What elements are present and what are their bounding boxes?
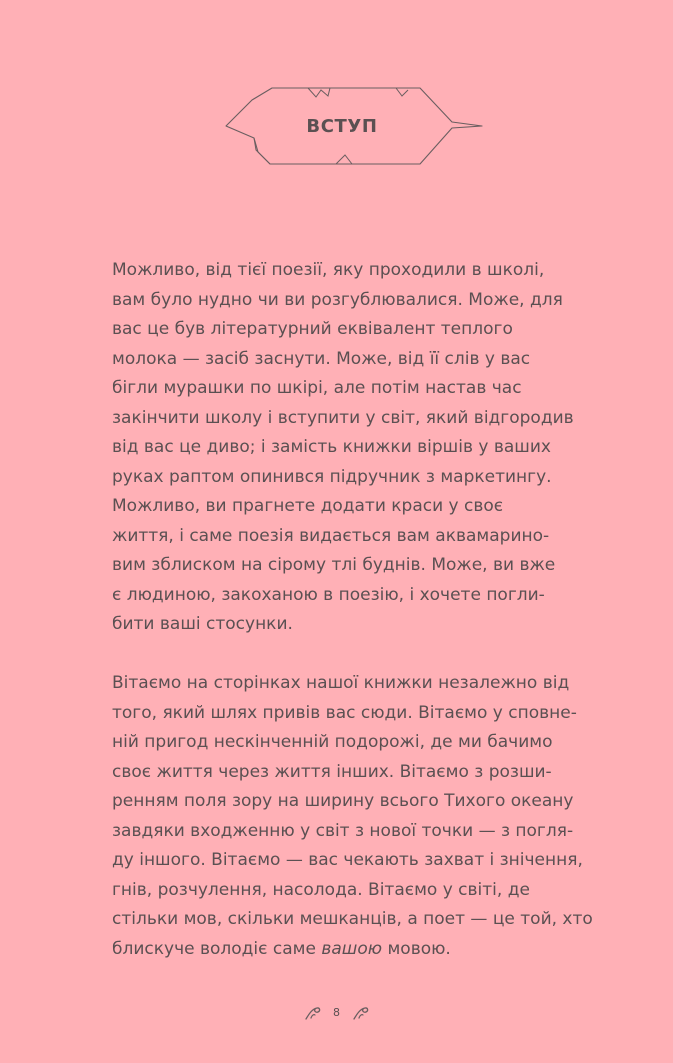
text-line: Можливо, від тієї поезії, яку проходили в школі,: [112, 260, 545, 280]
last-line-text-after: мовою.: [382, 938, 451, 959]
text-line: Можливо, ви прагнете додати краси у своє: [112, 496, 504, 516]
intro-text: [112, 256, 593, 964]
text-line: Вітаємо на сторінках нашої книжки незалежно від: [112, 673, 570, 693]
text-line: вим зблиском на сірому тлі буднів. Може, ви вже: [112, 555, 556, 575]
text-line: ренням поля зору на ширину всього Тихого океану: [112, 791, 574, 811]
text-line: життя, і саме поезія видається вам аквамарино-: [112, 525, 550, 546]
text-line: вам було нудно чи ви розгублювалися. Може, для: [112, 289, 563, 310]
last-line-text-before: блискуче володіє саме: [112, 938, 322, 959]
emphasis-word: вашою: [321, 938, 383, 959]
text-line-last: [112, 935, 576, 965]
text-line: ду іншого. Вітаємо — вас чекають захват і знічення,: [112, 850, 583, 870]
text-line: того, який шлях привів вас сюди. Вітаємо у сповне-: [112, 702, 577, 723]
text-line: бігли мурашки по шкірі, але потім настав час: [112, 378, 522, 398]
swirl-right-icon: [352, 1004, 370, 1022]
text-line: стільки мов, скільки мешканців, а поет — це той, хто: [112, 909, 593, 929]
text-line: гнів, розчулення, насолода. Вітаємо у світі, де: [112, 879, 530, 900]
text-line: молока — засіб заснути. Може, від її слів у вас: [112, 348, 531, 369]
swirl-left-icon: [304, 1004, 322, 1022]
text-line: завдяки входженню у світ з нової точки — з погля-: [112, 820, 574, 841]
paragraph-1: [112, 256, 576, 640]
page-number: 8: [333, 1006, 340, 1019]
text-line: від вас це диво; і замість книжки віршів у ваших: [112, 437, 551, 457]
text-line: вас це був літературний еквівалент теплого: [112, 319, 513, 339]
text-line: своє життя через життя інших. Вітаємо з розши-: [112, 761, 552, 782]
page-title: ВСТУП: [306, 116, 378, 137]
title-badge: [224, 86, 484, 168]
text-line: закінчити школу і вступити у світ, який відгородив: [112, 407, 574, 428]
text-line: руках раптом опинився підручник з маркетингу.: [112, 466, 552, 487]
text-line: ній пригод нескінченній подорожі, де ми бачимо: [112, 732, 553, 752]
paragraph-2: [112, 669, 593, 964]
text-line: бити ваші стосунки.: [112, 614, 293, 634]
page-footer: [0, 1001, 673, 1025]
text-line: є людиною, закоханою в поезію, і хочете погли-: [112, 584, 545, 605]
